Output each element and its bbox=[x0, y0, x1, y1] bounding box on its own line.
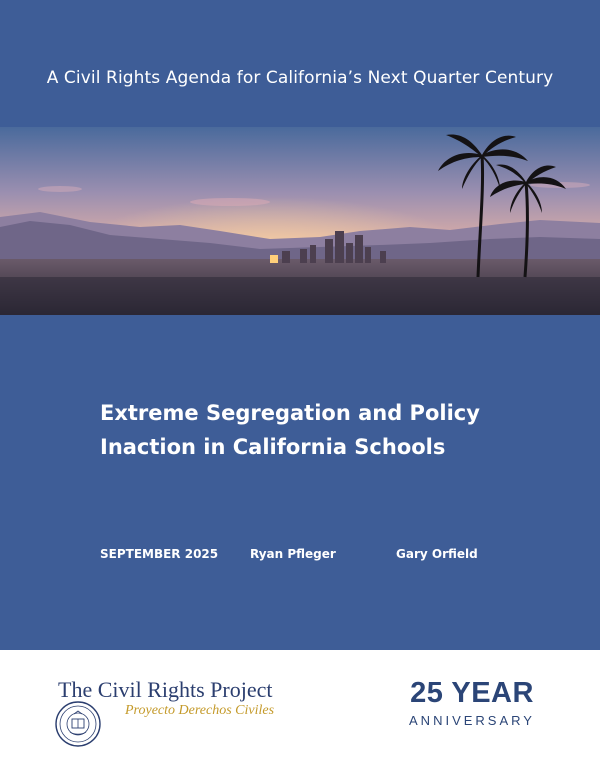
report-title-line2: Inaction in California Schools bbox=[100, 435, 446, 459]
report-title bbox=[100, 396, 540, 464]
anniversary-number: 25 YEAR bbox=[410, 677, 534, 709]
los-angeles-skyline-photo bbox=[0, 127, 600, 315]
series-title: A Civil Rights Agenda for California’s Next Quarter Century bbox=[46, 68, 554, 88]
organization-name-spanish: Proyecto Derechos Civiles bbox=[125, 703, 275, 718]
author-name: Gary Orfield bbox=[396, 547, 478, 561]
anniversary-label: ANNIVERSARY bbox=[409, 713, 535, 728]
university-seal-icon bbox=[54, 700, 102, 748]
author-name: Ryan Pfleger bbox=[250, 547, 336, 561]
report-title-line1: Extreme Segregation and Policy bbox=[100, 401, 480, 425]
report-date: SEPTEMBER 2025 bbox=[100, 547, 219, 561]
organization-name: The Civil Rights Project bbox=[58, 677, 273, 702]
